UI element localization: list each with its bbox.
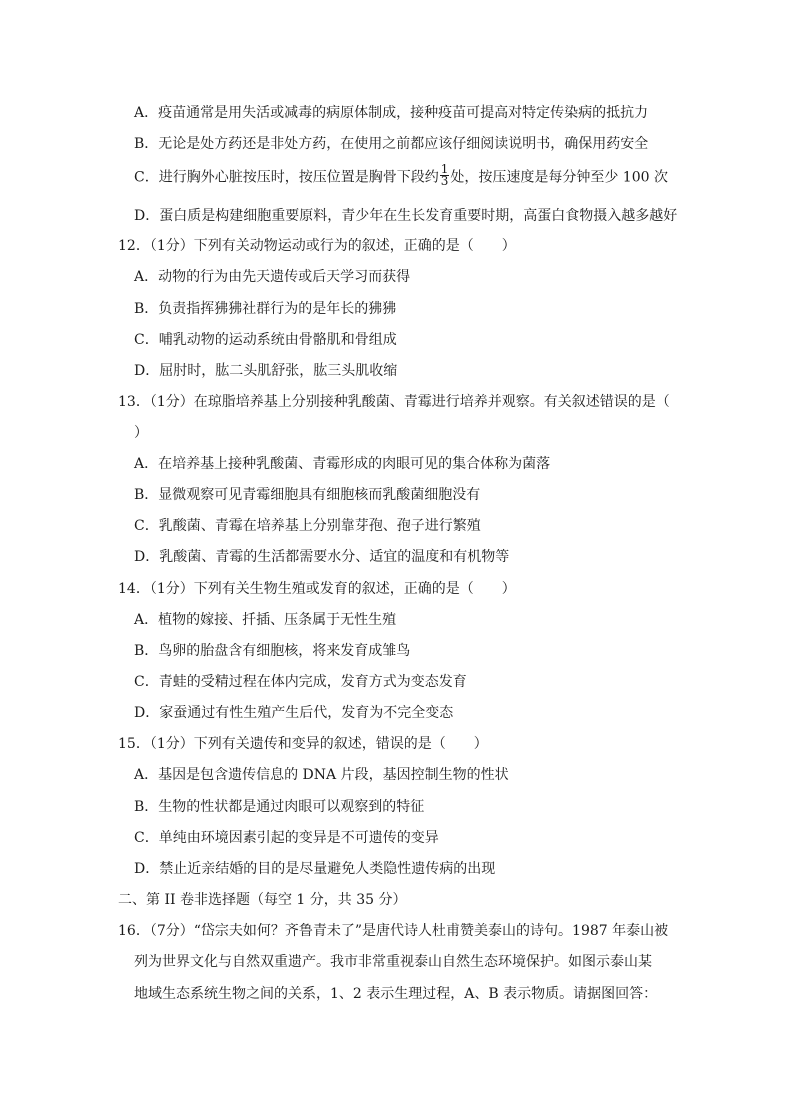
q11-option-c-text-after: 处，按压速度是每分钟至少 100 次 [450, 169, 668, 186]
q12-option-b: B．负责指挥狒狒社群行为的是年长的狒狒 [134, 301, 397, 317]
q15-stem: 15．（1分）下列有关遗传和变异的叙述，错误的是（ ） [118, 736, 488, 752]
q13-stem-continuation: ） [134, 425, 148, 441]
q12-option-a: A．动物的行为由先天遗传或后天学习而获得 [134, 269, 411, 285]
fraction-denominator: 3 [440, 174, 449, 188]
q14-stem: 14．（1分）下列有关生物生殖或发育的叙述，正确的是（ ） [118, 581, 516, 597]
q12-option-c: C．哺乳动物的运动系统由骨骼肌和骨组成 [134, 332, 397, 348]
q13-option-a: A．在培养基上接种乳酸菌、青霉形成的肉眼可见的集合体称为菌落 [134, 456, 551, 472]
fraction [440, 164, 450, 187]
q12-option-d: D．屈肘时，肱二头肌舒张，肱三头肌收缩 [134, 363, 398, 379]
q11-option-b: B．无论是处方药还是非处方药，在使用之前都应该仔细阅读说明书，确保用药安全 [134, 136, 649, 152]
section-heading: 二、第 II 卷非选择题（每空 1 分，共 35 分） [118, 892, 407, 908]
q15-option-d: D．禁止近亲结婚的目的是尽量避免人类隐性遗传病的出现 [134, 861, 496, 877]
fraction-numerator: 1 [440, 162, 449, 176]
q13-stem: 13．（1分）在琼脂培养基上分别接种乳酸菌、青霉进行培养并观察。有关叙述错误的是（ [118, 394, 670, 410]
q14-option-b: B．鸟卵的胎盘含有细胞核，将来发育成雏鸟 [134, 643, 411, 659]
q11-option-d: D．蛋白质是构建细胞重要原料，青少年在生长发育重要时期，高蛋白食物摄入越多越好 [134, 208, 678, 224]
q16-stem-line1: 16．（7分）“岱宗夫如何？齐鲁青未了”是唐代诗人杜甫赞美泰山的诗句。1987 年泰山被 [118, 923, 669, 939]
q11-option-c [134, 162, 668, 189]
q14-option-a: A．植物的嫁接、扦插、压条属于无性生殖 [134, 612, 397, 628]
q15-option-c: C．单纯由环境因素引起的变异是不可遗传的变异 [134, 830, 439, 846]
q11-option-a: A．疫苗通常是用失活或减毒的病原体制成，接种疫苗可提高对特定传染病的抵抗力 [134, 105, 649, 121]
q15-option-a: A．基因是包含遗传信息的 DNA 片段，基因控制生物的性状 [134, 767, 509, 783]
q13-option-c: C．乳酸菌、青霉在培养基上分别靠芽孢、孢子进行繁殖 [134, 518, 481, 534]
q12-stem: 12．（1分）下列有关动物运动或行为的叙述，正确的是（ ） [118, 238, 516, 254]
q13-option-b: B．显微观察可见青霉细胞具有细胞核而乳酸菌细胞没有 [134, 487, 481, 503]
q16-stem-line2: 列为世界文化与自然双重遗产。我市非常重视泰山自然生态环境保护。如图示泰山某 [134, 954, 652, 970]
q14-option-c: C．青蛙的受精过程在体内完成，发育方式为变态发育 [134, 674, 467, 690]
q16-stem-line3: 地域生态系统生物之间的关系，1、2 表示生理过程，A、B 表示物质。请据图回答： [134, 986, 658, 1002]
q15-option-b: B．生物的性状都是通过肉眼可以观察到的特征 [134, 799, 425, 815]
q13-option-d: D．乳酸菌、青霉的生活都需要水分、适宜的温度和有机物等 [134, 549, 510, 565]
q14-option-d: D．家蚕通过有性生殖产生后代，发育为不完全变态 [134, 705, 454, 721]
q11-option-c-text-before: C．进行胸外心脏按压时，按压位置是胸骨下段约 [134, 169, 439, 186]
